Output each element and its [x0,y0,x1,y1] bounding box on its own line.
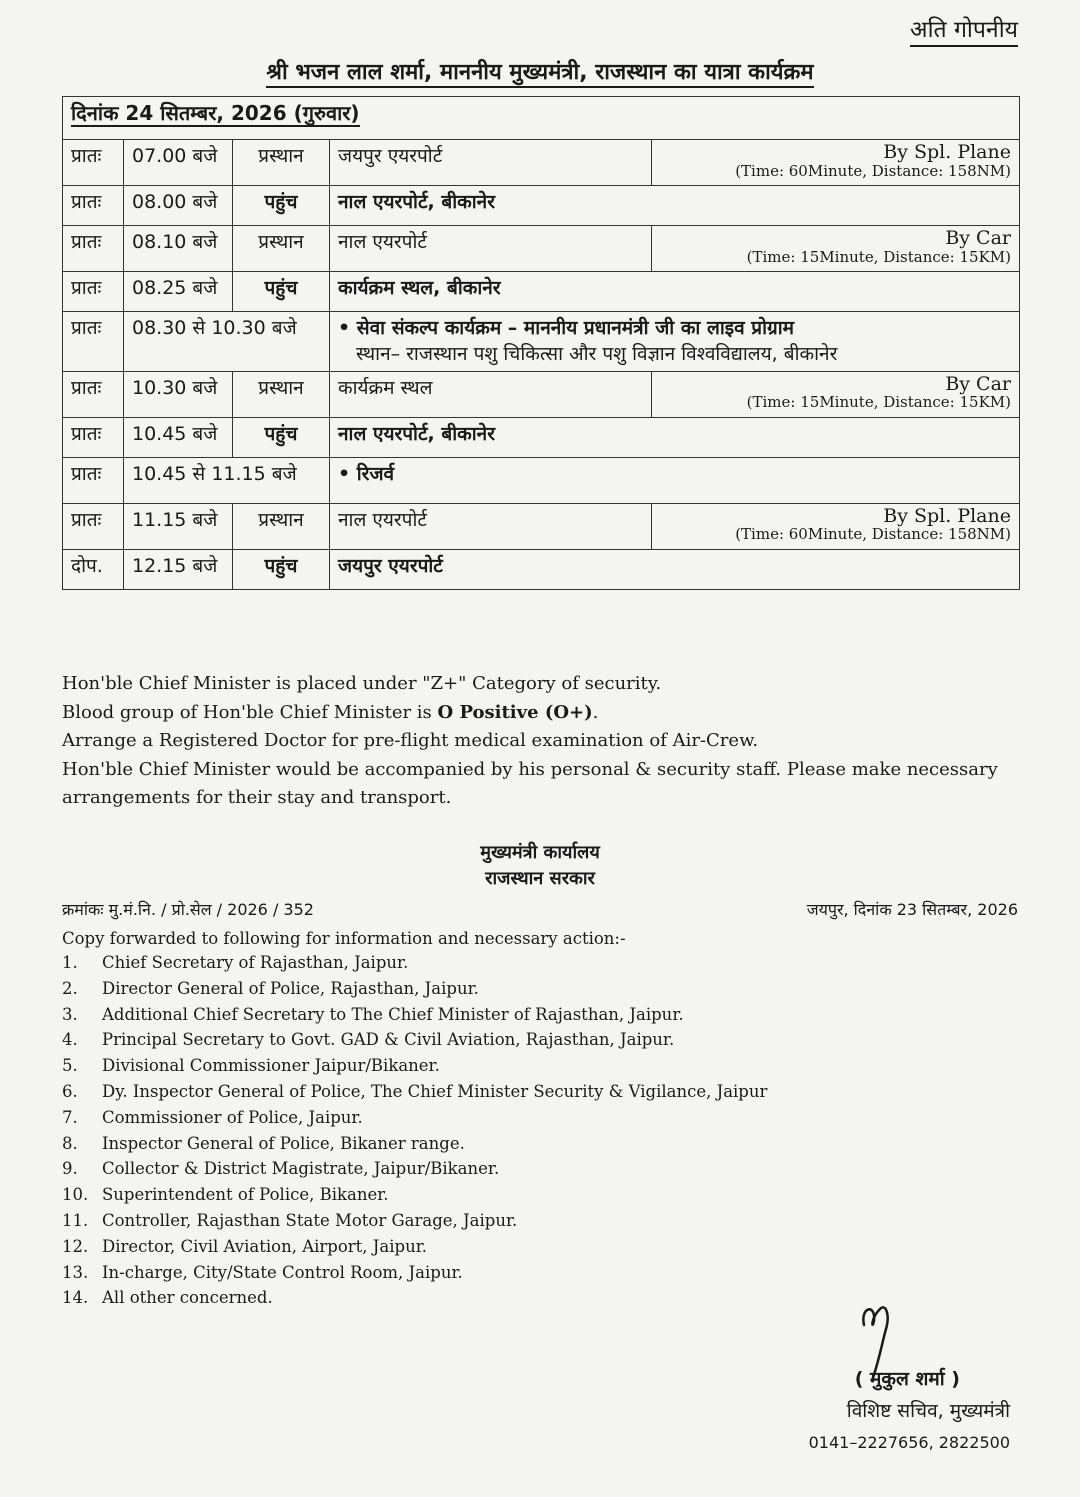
list-item: 1. Chief Secretary of Rajasthan, Jaipur. [62,953,409,972]
action-cell: प्रस्थान [233,140,330,186]
note-line: Arrange a Registered Doctor for pre-flight medical examination of Air-Crew. [62,730,759,751]
note-line: Hon'ble Chief Minister is placed under "Z+" Category of security. [62,673,662,694]
period-cell: प्रातः [63,503,124,549]
period-cell: प्रातः [63,140,124,186]
list-item: 12. Director, Civil Aviation, Airport, Jaipur. [62,1236,428,1256]
office-name: मुख्यमंत्री कार्यालय [480,842,600,863]
mode-cell [652,140,1020,186]
list-item: 9. Collector & District Magistrate, Jaipur/Bikaner. [62,1159,500,1179]
travel-detail: (Time: 15Minute, Distance: 15KM) [746,393,1011,412]
action-cell: पहुंच [233,549,330,589]
place-cell: नाल एयरपोर्ट [330,503,652,549]
table-row [63,312,1020,372]
time-cell: 10.45 बजे [124,417,233,457]
table-row [63,503,1020,549]
travel-detail: (Time: 15Minute, Distance: 15KM) [746,247,1011,266]
travel-mode: By Spl. Plane [883,141,1011,163]
blood-group: O Positive (O+) [437,701,593,723]
time-cell: 11.15 बजे [124,503,233,549]
table-row [63,457,1020,503]
place-cell: कार्यक्रम स्थल, बीकानेर [330,272,1020,312]
note-line: Blood group of Hon'ble Chief Minister is O Positive (O+). [62,701,599,723]
list-item: 10. Superintendent of Police, Bikaner. [62,1185,389,1205]
itinerary-table [62,96,1020,590]
signatory-phone: 0141–2227656, 2822500 [808,1433,1010,1452]
action-cell: प्रस्थान [233,371,330,417]
list-item: 14. All other concerned. [62,1288,273,1308]
list-item: 11. Controller, Rajasthan State Motor Garage, Jaipur. [62,1210,518,1230]
list-item: 2. Director General of Police, Rajasthan, Jaipur. [62,978,479,998]
table-row [63,417,1020,457]
government-name: राजस्थान सरकार [485,868,595,889]
date-heading: दिनांक 24 सितम्बर, 2026 (गुरुवार) [63,97,1020,140]
action-cell: प्रस्थान [233,503,330,549]
period-cell: प्रातः [63,186,124,226]
action-cell: पहुंच [233,186,330,226]
security-notes [62,670,1012,813]
mode-cell [652,503,1020,549]
travel-mode: By Spl. Plane [883,504,1011,527]
period-cell: प्रातः [63,226,124,272]
table-row [63,140,1020,186]
place-cell: कार्यक्रम स्थल [330,371,652,417]
table-row [63,371,1020,417]
mode-cell [652,371,1020,417]
time-cell: 10.45 से 11.15 बजे [124,457,330,503]
signatory-block [809,1363,1010,1459]
period-cell: प्रातः [63,371,124,417]
list-item: 3. Additional Chief Secretary to The Chief Minister of Rajasthan, Jaipur. [62,1004,684,1024]
reference-number: क्रमांकः मु.मं.नि. / प्रो.सेल / 2026 / 352 [62,900,314,919]
action-cell: प्रस्थान [233,226,330,272]
travel-mode: By Car [945,372,1011,395]
time-cell: 07.00 बजे [124,140,233,186]
reference-date: जयपुर, दिनांक 23 सितम्बर, 2026 [806,900,1018,919]
time-cell: 08.10 बजे [124,226,233,272]
signatory-name: ( मुकुल शर्मा ) [854,1368,960,1390]
time-cell: 12.15 बजे [124,549,233,589]
classification-label: अति गोपनीय [910,12,1018,47]
table-row [63,549,1020,589]
note-line: Hon'ble Chief Minister would be accompanied by his personal & security staff. Please make necessary arrangements for their stay and transport. [62,758,998,808]
action-cell: पहुंच [233,272,330,312]
place-cell: नाल एयरपोर्ट [330,226,652,272]
period-cell: प्रातः [63,417,124,457]
distribution-intro: Copy forwarded to following for information and necessary action:- [62,929,626,948]
list-item: 7. Commissioner of Police, Jaipur. [62,1107,363,1127]
time-cell: 08.30 से 10.30 बजे [124,312,330,372]
list-item: 6. Dy. Inspector General of Police, The Chief Minister Security & Vigilance, Jaipur [62,1081,768,1101]
list-item: 4. Principal Secretary to Govt. GAD & Civil Aviation, Rajasthan, Jaipur. [62,1030,675,1050]
list-item: 5. Divisional Commissioner Jaipur/Bikaner. [62,1056,440,1076]
period-cell: दोप. [63,549,124,589]
time-cell: 08.00 बजे [124,186,233,226]
place-cell: जयपुर एयरपोर्ट [330,140,652,186]
distribution-list [62,928,962,1311]
time-cell: 08.25 बजे [124,272,233,312]
travel-detail: (Time: 60Minute, Distance: 158NM) [735,161,1011,180]
place-cell: जयपुर एयरपोर्ट [330,549,1020,589]
list-item: 8. Inspector General of Police, Bikaner range. [62,1133,465,1153]
signatory-designation: विशिष्ट सचिव, मुख्यमंत्री [846,1400,1010,1422]
time-cell: 10.30 बजे [124,371,233,417]
period-cell: प्रातः [63,312,124,372]
action-cell: पहुंच [233,417,330,457]
period-cell: प्रातः [63,272,124,312]
list-item: 13. In-charge, City/State Control Room, Jaipur. [62,1262,463,1282]
issuing-office [0,840,1080,892]
document-title: श्री भजन लाल शर्मा, माननीय मुख्यमंत्री, राजस्थान का यात्रा कार्यक्रम [0,56,1080,86]
event-venue: स्थान– राजस्थान पशु चिकित्सा और पशु विज्ञान विश्वविद्यालय, बीकानेर [356,343,838,365]
table-row [63,226,1020,272]
travel-detail: (Time: 60Minute, Distance: 158NM) [735,525,1011,544]
travel-mode: By Car [945,227,1011,249]
date-heading-row [63,97,1020,140]
mode-cell [652,226,1020,272]
event-title: • रिजर्व [330,457,1020,503]
event-title: • सेवा संकल्प कार्यक्रम – माननीय प्रधानमंत्री जी का लाइव प्रोग्राम [338,317,794,339]
table-row [63,186,1020,226]
place-cell: नाल एयरपोर्ट, बीकानेर [330,417,1020,457]
table-row [63,272,1020,312]
period-cell: प्रातः [63,457,124,503]
place-cell: नाल एयरपोर्ट, बीकानेर [330,186,1020,226]
event-cell [330,312,1020,372]
